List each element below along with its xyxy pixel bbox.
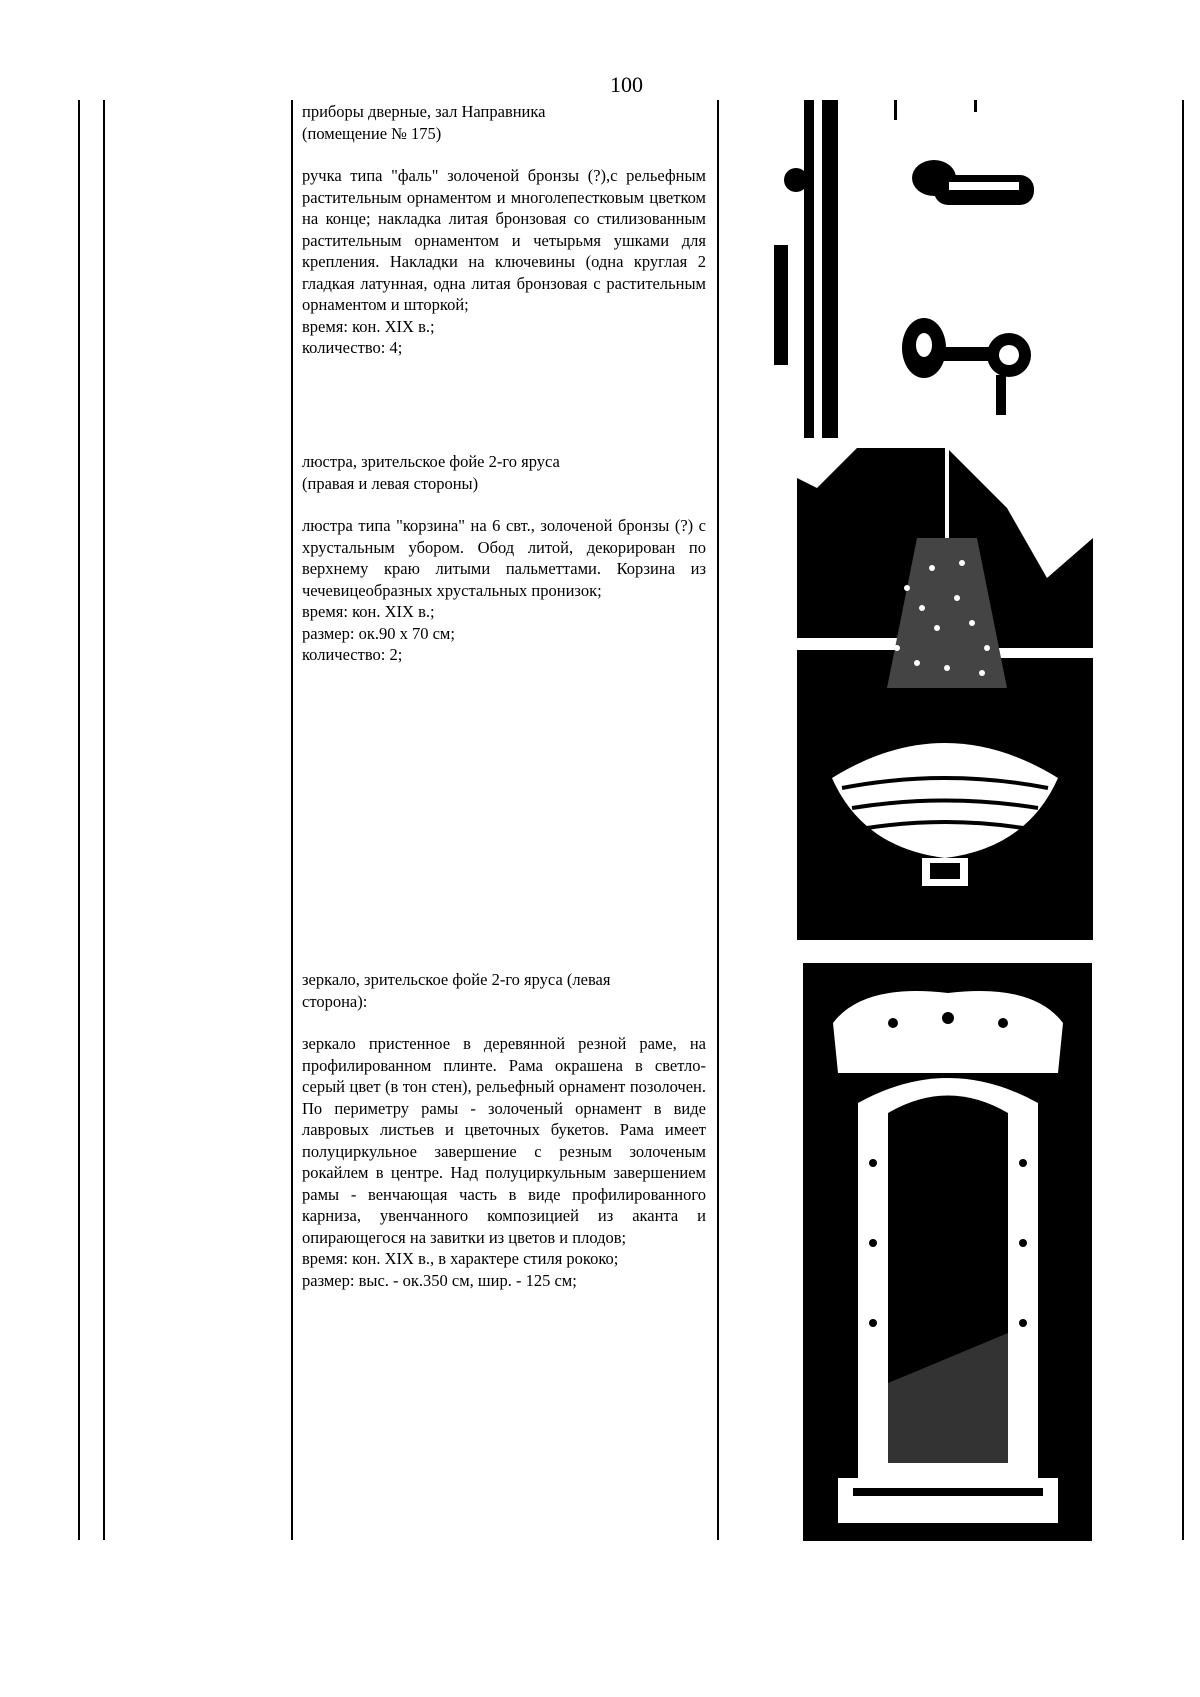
entry-meta: время: кон. XIX в.; размер: ок.90 х 70 см; количество: 2; bbox=[302, 602, 455, 664]
entry-chandelier bbox=[302, 451, 706, 666]
entry-meta: время: кон. XIX в., в характере стиля рококо; размер: выс. - ок.350 см, шир. - 125 см; bbox=[302, 1249, 619, 1290]
entry-title: зеркало, зрительское фойе 2-го яруса (левая сторона): bbox=[302, 970, 611, 1011]
entry-description: ручка типа "фаль" золоченой бронзы (?),с рельефным растительным орнаментом и многолепестковым цветком на конце; накладка литая бронзовая со стилизованным растительным орнаментом и четырьмя ушками для крепления. Накладки на ключевины (одна круглая 2 гладкая латунная, одна литая бронзовая с растительным орнаментом и шторкой; bbox=[302, 166, 706, 314]
table-border-left-inner bbox=[103, 100, 105, 1540]
entry-meta: время: кон. XIX в.; количество: 4; bbox=[302, 316, 435, 357]
table-column-divider-1 bbox=[291, 100, 293, 1540]
entry-door-fittings bbox=[302, 101, 706, 359]
entry-title: приборы дверные, зал Направника (помещение № 175) bbox=[302, 102, 546, 143]
table-border-right bbox=[1182, 100, 1184, 1540]
entry-title: люстра, зрительское фойе 2-го яруса (правая и левая стороны) bbox=[302, 452, 560, 493]
table-column-divider-2 bbox=[717, 100, 719, 1540]
table-border-left-outer bbox=[78, 100, 80, 1540]
mirror-photo bbox=[803, 963, 1092, 1541]
chandelier-photo bbox=[797, 448, 1093, 940]
door-fittings-photo bbox=[774, 100, 1114, 438]
entry-description: зеркало пристенное в деревянной резной раме, на профилированном плинте. Рама окрашена в светло-серый цвет (в тон стен), рельефный орнамент позолочен. По периметру рамы - золоченый орнамент в виде лавровых листьев и цветочных букетов. Рама имеет полуциркульное завершение с резным золоченым рокайлем в центре. Над полуциркульным завершением рамы - венчающая часть в виде профилированного карниза, увенчанного композицией из аканта и опирающегося на завитки из цветов и плодов; bbox=[302, 1034, 706, 1247]
entry-description: люстра типа "корзина" на 6 свт., золоченой бронзы (?) с хрустальным убором. Обод литой, декорирован по верхнему краю литыми пальметтами. Корзина из чечевицеобразных хрустальных пронизок; bbox=[302, 516, 706, 600]
page-number: 100 bbox=[610, 72, 643, 97]
entry-mirror bbox=[302, 969, 706, 1291]
